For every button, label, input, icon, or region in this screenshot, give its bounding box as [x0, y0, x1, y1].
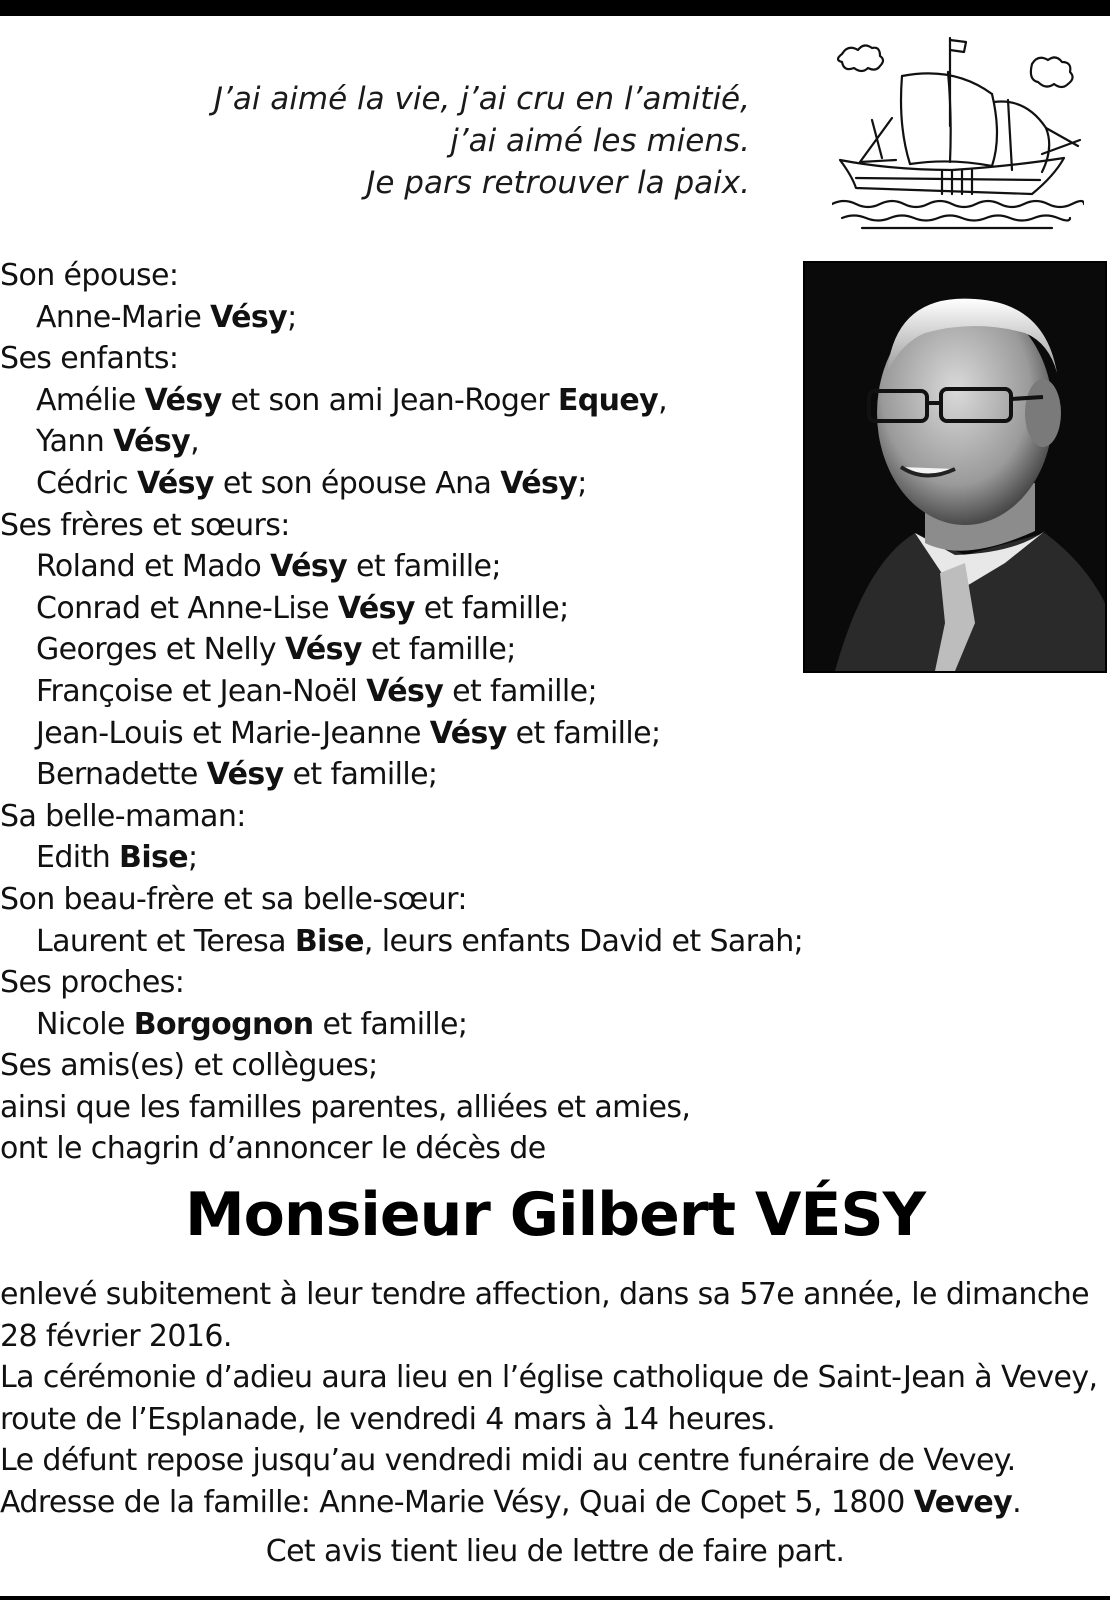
spouse-entry: Anne-Marie Vésy; [36, 299, 297, 335]
deceased-name: Monsieur Gilbert VÉSY [184, 1180, 926, 1250]
poem-line-1: J’ai aimé la vie, j’ai cru en l’amitié, [213, 81, 750, 117]
family-address-line: Adresse de la famille: Anne-Marie Vésy, Quai de Copet 5, 1800 Vevey. [0, 1484, 1022, 1520]
spouse-heading: Son épouse: [0, 258, 179, 293]
poem-line-3: Je pars retrouver la paix. [366, 165, 750, 201]
child-entry-2: Yann Vésy, [36, 424, 200, 460]
announce-line: ont le chagrin d’annoncer le décès de [0, 1131, 546, 1167]
sibling-entry-3: Georges et Nelly Vésy et famille; [36, 632, 516, 668]
bottom-rule [0, 1596, 1110, 1600]
top-rule [0, 0, 1110, 16]
sailing-ship-icon [832, 36, 1084, 230]
friends-line: Ses amis(es) et collègues; [0, 1048, 378, 1084]
details-line-5: Le défunt repose jusqu’au vendredi midi au centre funéraire de Vevey. [0, 1443, 1016, 1479]
details-line-1: enlevé subitement à leur tendre affection, dans sa 57e année, le dimanche [0, 1277, 1089, 1312]
close-ones-heading: Ses proches: [0, 965, 185, 1001]
in-laws-entry: Laurent et Teresa Bise, leurs enfants David et Sarah; [36, 923, 804, 959]
portrait-drawing [805, 263, 1105, 671]
in-laws-heading: Son beau-frère et sa belle-sœur: [0, 881, 467, 917]
details-line-2: 28 février 2016. [0, 1318, 232, 1354]
close-ones-entry: Nicole Borgognon et famille; [36, 1006, 468, 1042]
sibling-entry-5: Jean-Louis et Marie-Jeanne Vésy et famille; [36, 715, 661, 751]
poem-line-2: j’ai aimé les miens. [450, 123, 750, 159]
sibling-entry-1: Roland et Mado Vésy et famille; [36, 549, 501, 585]
sibling-entry-4: Françoise et Jean-Noël Vésy et famille; [36, 673, 597, 709]
siblings-heading: Ses frères et sœurs: [0, 507, 290, 543]
family-list [0, 255, 840, 1170]
details-line-4: route de l’Esplanade, le vendredi 4 mars à 14 heures. [0, 1401, 776, 1437]
details-line-3: La cérémonie d’adieu aura lieu en l’église catholique de Saint-Jean à Vevey, [0, 1360, 1098, 1396]
mother-in-law-entry: Edith Bise; [36, 840, 198, 876]
sibling-entry-6: Bernadette Vésy et famille; [36, 757, 438, 793]
mother-in-law-heading: Sa belle-maman: [0, 798, 246, 834]
sibling-entry-2: Conrad et Anne-Lise Vésy et famille; [36, 590, 569, 626]
child-entry-3: Cédric Vésy et son épouse Ana Vésy; [36, 465, 587, 501]
relatives-line: ainsi que les familles parentes, alliées et amies, [0, 1089, 691, 1125]
poem [214, 78, 750, 204]
details-text [0, 1274, 1110, 1524]
child-entry-1: Amélie Vésy et son ami Jean-Roger Equey, [36, 382, 668, 418]
portrait-photo [803, 261, 1107, 673]
closing-note: Cet avis tient lieu de lettre de faire part. [265, 1534, 845, 1569]
children-heading: Ses enfants: [0, 341, 179, 377]
